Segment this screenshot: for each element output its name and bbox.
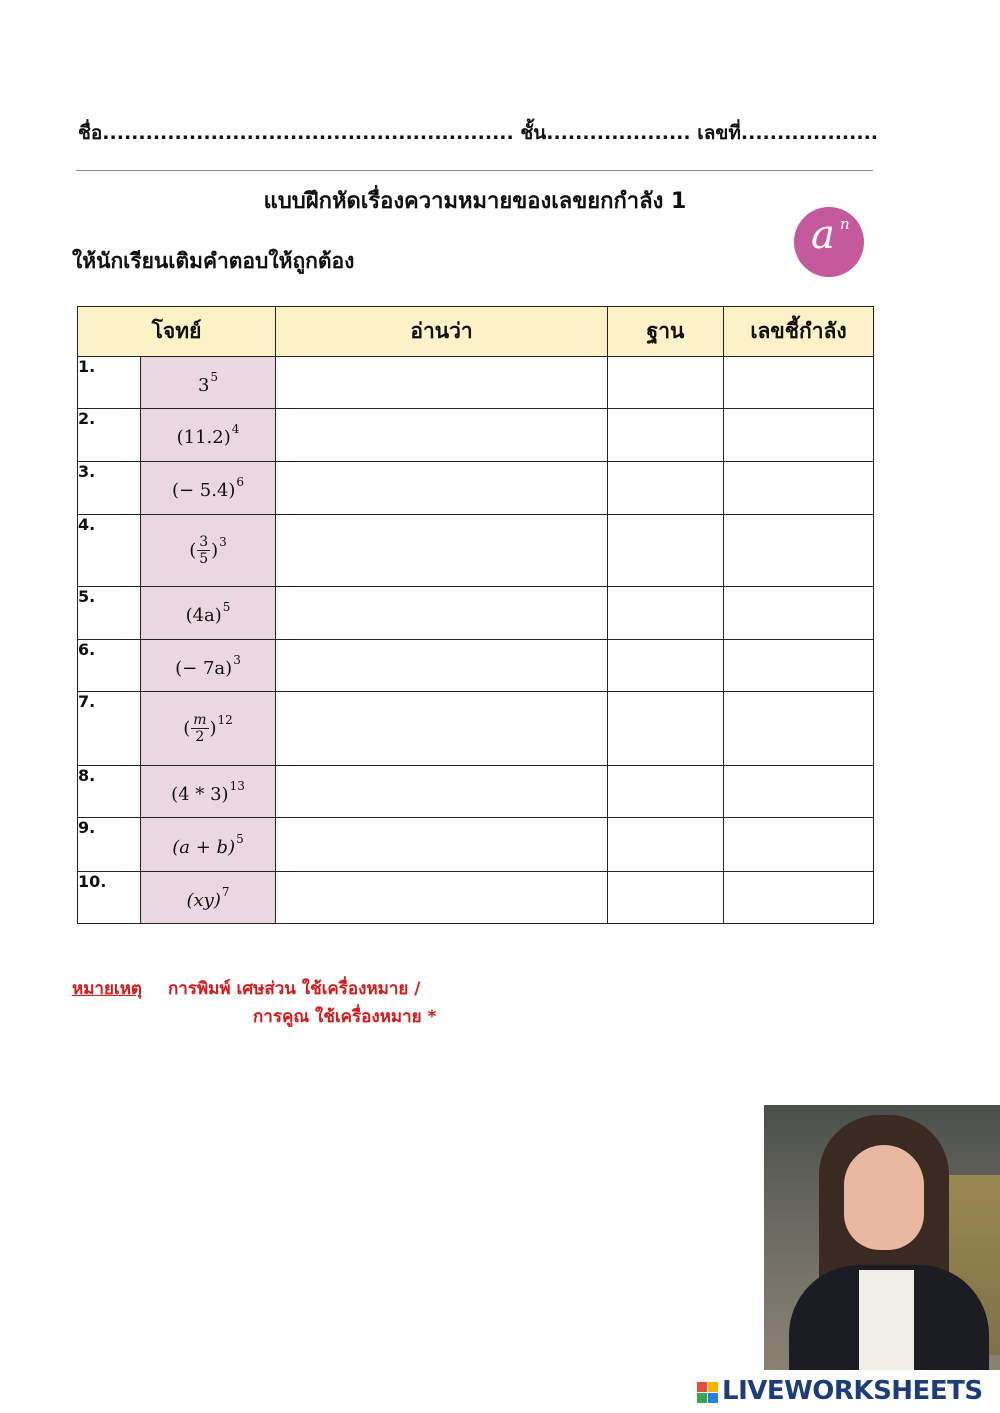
- problem-cell: [141, 409, 276, 462]
- problem-base: (a + b): [172, 836, 236, 858]
- row-number: 5.: [78, 587, 141, 640]
- answer-base-cell[interactable]: [608, 409, 724, 462]
- header-base: ฐาน: [608, 307, 724, 357]
- answer-base-cell[interactable]: [608, 692, 724, 766]
- note-line-multiply: การคูณ ใช้เครื่องหมาย *: [253, 1007, 437, 1027]
- problem-cell: [141, 766, 276, 818]
- answer-read-as-cell[interactable]: [276, 587, 608, 640]
- table-row: [78, 357, 874, 409]
- answer-read-as-cell[interactable]: [276, 640, 608, 692]
- photo-blouse: [859, 1270, 914, 1370]
- row-number: 2.: [78, 409, 141, 462]
- problem-exponent: 5: [210, 369, 219, 384]
- answer-base-cell[interactable]: [608, 640, 724, 692]
- problem-fraction: [197, 534, 210, 567]
- table-row: [78, 766, 874, 818]
- table-row: [78, 818, 874, 872]
- problem-exponent: 3: [219, 534, 227, 549]
- row-number: 8.: [78, 766, 141, 818]
- header-read-as: อ่านว่า: [276, 307, 608, 357]
- fraction-denominator: 5: [199, 551, 209, 567]
- fraction-numerator: 3: [199, 533, 209, 550]
- fraction-denominator: 2: [195, 729, 205, 745]
- answer-read-as-cell[interactable]: [276, 357, 608, 409]
- logo-base: a: [811, 212, 835, 258]
- instruction-text: ให้นักเรียนเติมคำตอบให้ถูกต้อง: [72, 249, 355, 273]
- answer-exponent-cell[interactable]: [724, 357, 874, 409]
- problem-base: (xy): [186, 889, 221, 911]
- logo-exponent: n: [840, 215, 850, 233]
- table-row: [78, 692, 874, 766]
- problem-exponent: 6: [236, 475, 245, 489]
- row-number: 3.: [78, 462, 141, 515]
- problem-base: (11.2): [176, 427, 231, 448]
- problem-base: (4 * 3): [171, 783, 229, 805]
- answer-exponent-cell[interactable]: [724, 515, 874, 587]
- problem-cell: ( $\frac{m}{2}$ )$^{12}$: [141, 692, 276, 766]
- answer-exponent-cell[interactable]: [724, 462, 874, 515]
- answer-exponent-cell[interactable]: [724, 409, 874, 462]
- table-row: [78, 515, 874, 587]
- problem-exponent: 4: [231, 422, 240, 436]
- teacher-photo: [764, 1105, 1000, 1370]
- answer-exponent-cell[interactable]: [724, 872, 874, 924]
- problem-base: (4a): [185, 605, 222, 626]
- header-exponent: เลขชี้กำลัง: [724, 307, 874, 357]
- problem-cell: [141, 818, 276, 872]
- answer-read-as-cell[interactable]: [276, 766, 608, 818]
- exercise-table: [77, 306, 874, 924]
- problem-cell: [141, 357, 276, 409]
- answer-read-as-cell[interactable]: [276, 818, 608, 872]
- row-number: 9.: [78, 818, 141, 872]
- table-row: [78, 640, 874, 692]
- note-line-fraction: การพิมพ์ เศษส่วน ใช้เครื่องหมาย /: [168, 979, 421, 999]
- fraction-numerator: m: [193, 711, 207, 728]
- answer-exponent-cell[interactable]: [724, 692, 874, 766]
- answer-exponent-cell[interactable]: [724, 818, 874, 872]
- answer-read-as-cell[interactable]: [276, 515, 608, 587]
- table-row: [78, 587, 874, 640]
- row-number: 7.: [78, 692, 141, 766]
- problem-exponent: 13: [229, 778, 245, 793]
- problem-cell: ( $\frac{3}{5}$ )$^3$: [141, 515, 276, 587]
- answer-base-cell[interactable]: [608, 357, 724, 409]
- problem-cell: [141, 640, 276, 692]
- answer-base-cell[interactable]: [608, 515, 724, 587]
- table-row: [78, 872, 874, 924]
- problem-cell: [141, 872, 276, 924]
- answer-base-cell[interactable]: [608, 818, 724, 872]
- worksheet-title: แบบฝึกหัดเรื่องความหมายของเลขยกกำลัง 1: [263, 189, 687, 214]
- row-number: 1.: [78, 357, 141, 409]
- problem-base: (− 7a): [175, 657, 233, 679]
- note-label: หมายเหตุ: [72, 979, 142, 999]
- header-divider: [76, 170, 873, 171]
- row-number: 10.: [78, 872, 141, 924]
- answer-read-as-cell[interactable]: [276, 692, 608, 766]
- table-row: [78, 462, 874, 515]
- exponent-logo-icon: [794, 207, 864, 277]
- answer-base-cell[interactable]: [608, 872, 724, 924]
- name-field-label[interactable]: ชื่อ.........................................................: [78, 122, 514, 144]
- row-number: 4.: [78, 515, 141, 587]
- problem-cell: [141, 462, 276, 515]
- problem-exponent: 5: [236, 831, 244, 846]
- answer-read-as-cell[interactable]: [276, 409, 608, 462]
- problem-fraction: [191, 712, 208, 745]
- problem-exponent: 5: [222, 600, 231, 614]
- problem-exponent: 12: [217, 712, 233, 727]
- liveworksheets-brand[interactable]: LIVEWORKSHEETS: [722, 1376, 983, 1406]
- problem-base: 3: [197, 374, 210, 396]
- problem-exponent: 7: [221, 884, 230, 899]
- problem-exponent: 3: [233, 652, 241, 667]
- answer-base-cell[interactable]: [608, 462, 724, 515]
- student-info-line: [78, 118, 878, 148]
- answer-base-cell[interactable]: [608, 766, 724, 818]
- liveworksheets-logo-icon: [697, 1382, 719, 1404]
- row-number: 6.: [78, 640, 141, 692]
- photo-face: [844, 1145, 924, 1250]
- answer-read-as-cell[interactable]: [276, 872, 608, 924]
- problem-base: (− 5.4): [171, 480, 236, 501]
- header-problem: โจทย์: [78, 307, 276, 357]
- answer-exponent-cell[interactable]: [724, 587, 874, 640]
- class-field-label[interactable]: ชั้น....................: [520, 122, 691, 144]
- table-header-row: [78, 307, 874, 357]
- answer-exponent-cell[interactable]: [724, 640, 874, 692]
- number-field-label[interactable]: เลขที่...................: [697, 122, 879, 144]
- table-row: [78, 409, 874, 462]
- answer-exponent-cell[interactable]: [724, 766, 874, 818]
- answer-read-as-cell[interactable]: [276, 462, 608, 515]
- answer-base-cell[interactable]: [608, 587, 724, 640]
- problem-cell: [141, 587, 276, 640]
